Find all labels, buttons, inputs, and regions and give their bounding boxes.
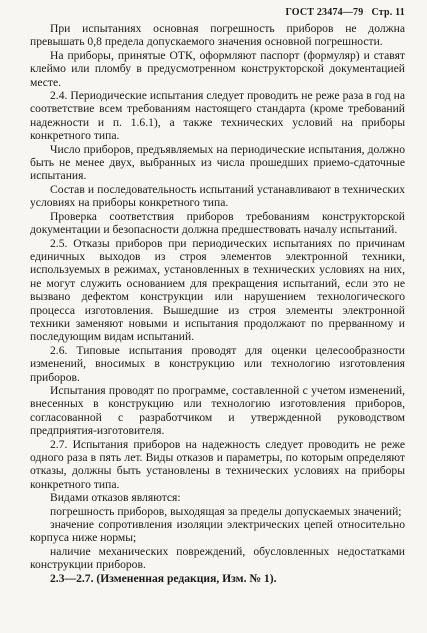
paragraph-test-program: Испытания проводят по программе, составленной с учетом изменений, внесенных в конструкцию или технологию изготовления приборов, согласованной с разработчиком и утвержденной руководством предприятия-изготовителя. <box>30 383 405 438</box>
page-header <box>285 7 405 18</box>
paragraph-error-limit: При испытаниях основная погрешность приборов не должна превышать 0,8 предела допускаемого значения основной погрешности. <box>30 22 405 49</box>
document-body <box>30 22 405 585</box>
list-item-error-out-of-range: погрешность приборов, выходящая за пределы допускаемых значений; <box>50 504 402 518</box>
paragraph-2-6: 2.6. Типовые испытания проводят для оценки целесообразности изменений, вносимых в конструкцию или технологию изготовления приборов. <box>30 343 405 384</box>
amendment-note: 2.3—2.7. (Измененная редакция, Изм. № 1). <box>50 571 277 585</box>
paragraph-compliance-check: Проверка соответствия приборов требованиям конструкторской документации и безопасности должна предшествовать началу испытаний. <box>30 209 405 237</box>
list-item-insulation-resistance: значение сопротивления изоляции электрических цепей относительно корпуса ниже нормы; <box>30 518 405 545</box>
paragraph-failure-types-intro: Видами отказов являются: <box>50 491 181 505</box>
page-number: Стр. 11 <box>371 7 405 18</box>
paragraph-2-5: 2.5. Отказы приборов при периодических испытаниях по причинам единичных выходов из строя элементов электронной техники, используемых в режимах, установленных в технических условиях на них, не могут служить основанием для прекращения испытаний, если это не вызвано дефектом конструкции или нарушением технологического процесса изготовления. Вышедшие из строя элементы электронной техники заменяют новыми и испытания продолжают по прерванному и последующим видам испытаний. <box>30 236 405 344</box>
paragraph-test-composition: Состав и последовательность испытаний устанавливают в технических условиях на приборы конкретного типа. <box>30 182 405 210</box>
list-item-mechanical-damage: наличие механических повреждений, обусловленных недостатками конструкции приборов. <box>30 544 405 572</box>
paragraph-passport: На приборы, принятые ОТК, оформляют паспорт (формуляр) и ставят клеймо или пломбу в предусмотренном конструкторской документацией месте. <box>30 48 405 89</box>
paragraph-2-4: 2.4. Периодические испытания следует проводить не реже раза в год на соответствие всем требованиям настоящего стандарта (кроме требований надежности и п. 1.6.1), а также технических условий на приборы конкретного типа. <box>30 89 405 143</box>
paragraph-device-count: Число приборов, предъявляемых на периодические испытания, должно быть не менее двух, выбранных из числа прошедших приемо-сдаточные испытания. <box>30 142 405 183</box>
standard-number: ГОСТ 23474—79 <box>285 7 364 18</box>
paragraph-2-7: 2.7. Испытания приборов на надежность следует проводить не реже одного раза в пять лет. Виды отказов и параметры, по которым определяют отказы, должны быть установлены в технических условиях на приборы конкретного типа. <box>30 437 405 491</box>
